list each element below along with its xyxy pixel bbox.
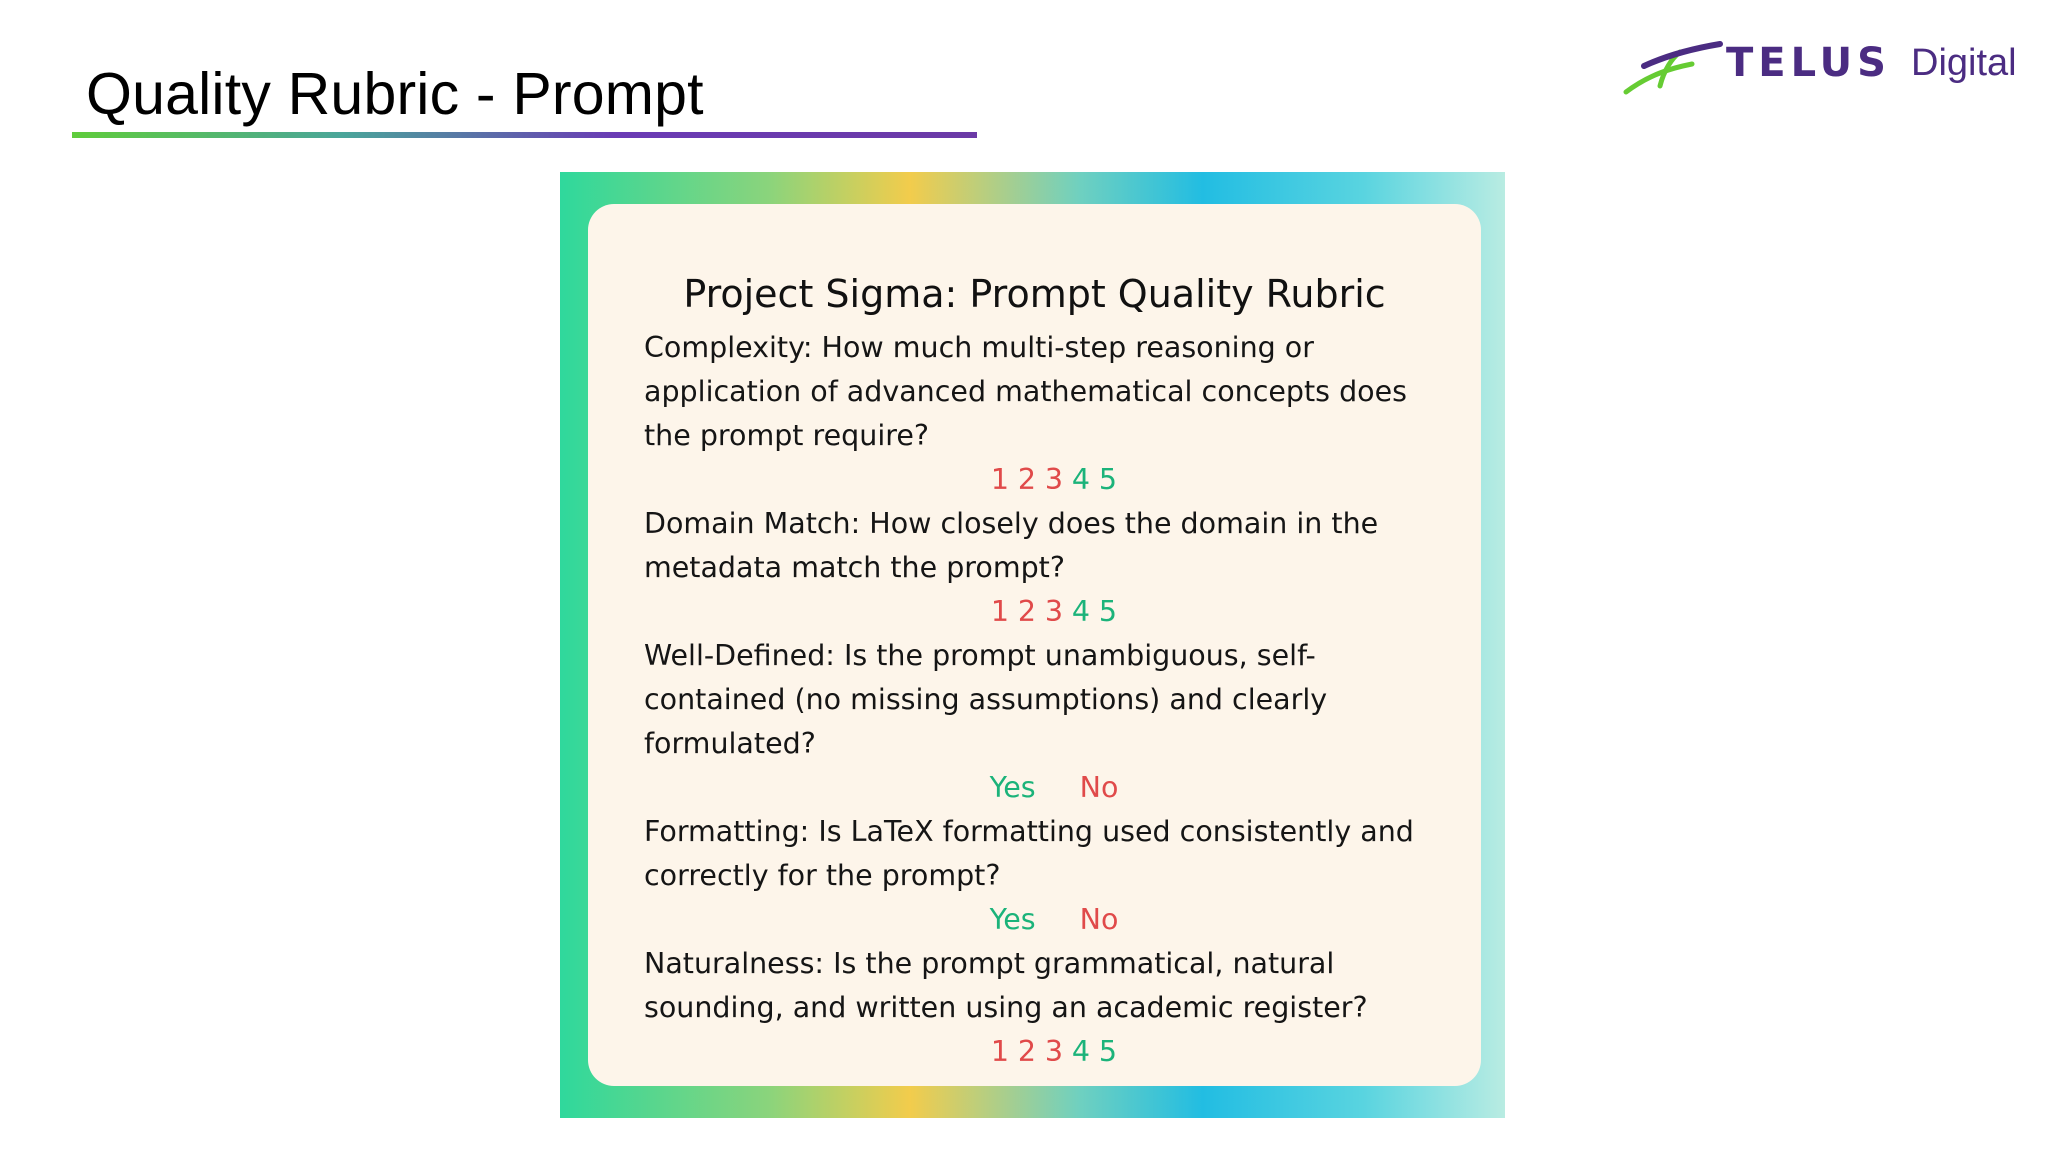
rating-5: 5 (1098, 463, 1118, 496)
rating-2: 2 (1017, 1035, 1037, 1068)
title-underline (72, 132, 977, 138)
rubric-card (588, 204, 1481, 1086)
telus-leaf-icon (1620, 34, 1724, 98)
rating-scale-naturalness (644, 1030, 1444, 1074)
rating-4: 4 (1071, 463, 1091, 496)
option-no: No (1079, 903, 1119, 936)
slide-title: Quality Rubric - Prompt (86, 61, 704, 127)
option-no: No (1079, 771, 1119, 804)
rating-scale-domain-match (644, 590, 1444, 634)
logo-brand-text: TELUS (1726, 40, 1891, 86)
option-yes: Yes (989, 903, 1036, 936)
rating-2: 2 (1017, 595, 1037, 628)
rating-4: 4 (1071, 1035, 1091, 1068)
logo-sub-text: Digital (1911, 42, 2017, 84)
rating-3: 3 (1044, 595, 1064, 628)
rating-1: 1 (990, 595, 1010, 628)
rating-3: 3 (1044, 1035, 1064, 1068)
option-yes: Yes (989, 771, 1036, 804)
rating-3: 3 (1044, 463, 1064, 496)
telus-digital-logo (1620, 34, 2020, 98)
question-well-defined: Well-Defined: Is the prompt unambiguous, self-contained (no missing assumptions) and clearly formulated? (644, 639, 1328, 760)
yes-no-formatting (644, 898, 1444, 942)
rubric-frame (560, 172, 1505, 1118)
question-domain-match: Domain Match: How closely does the domain in the metadata match the prompt? (644, 507, 1379, 584)
rubric-title: Project Sigma: Prompt Quality Rubric (683, 272, 1386, 316)
rubric-list (644, 326, 1444, 1074)
rating-2: 2 (1017, 463, 1037, 496)
rating-4: 4 (1071, 595, 1091, 628)
yes-no-well-defined (644, 766, 1444, 810)
rating-5: 5 (1098, 1035, 1118, 1068)
rating-scale-complexity (644, 458, 1444, 502)
question-complexity: Complexity: How much multi-step reasoning or application of advanced mathematical concepts does the prompt require? (644, 331, 1407, 452)
rating-5: 5 (1098, 595, 1118, 628)
rating-1: 1 (990, 1035, 1010, 1068)
question-naturalness: Naturalness: Is the prompt grammatical, natural sounding, and written using an academic register? (644, 947, 1368, 1024)
question-formatting: Formatting: Is LaTeX formatting used consistently and correctly for the prompt? (644, 815, 1414, 892)
rating-1: 1 (990, 463, 1010, 496)
